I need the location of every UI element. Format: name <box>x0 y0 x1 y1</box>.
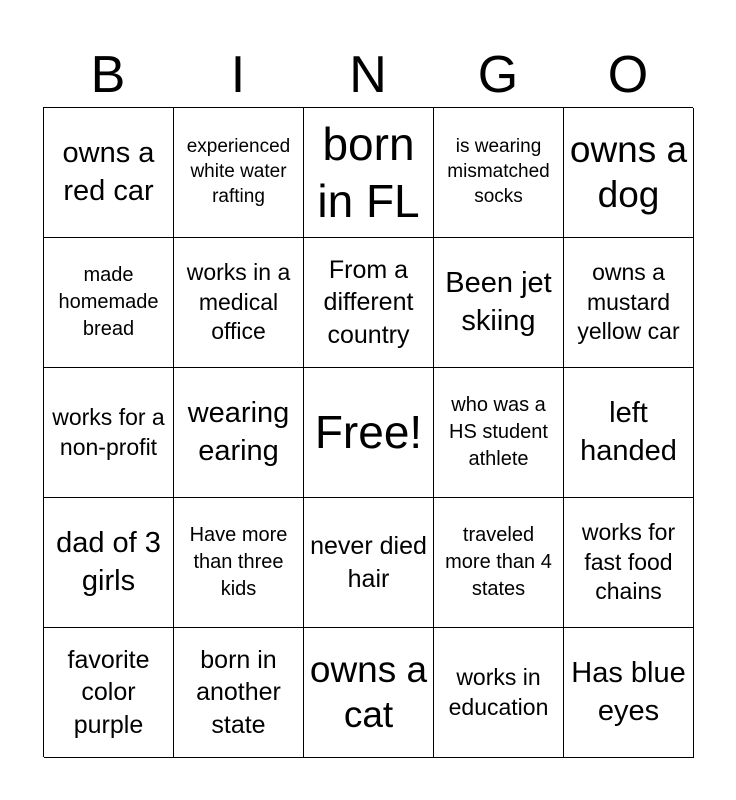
bingo-cell[interactable] <box>564 368 694 498</box>
bingo-cell[interactable] <box>44 238 174 368</box>
bingo-cell[interactable] <box>564 238 694 368</box>
cell-text: owns a dog <box>569 129 688 215</box>
bingo-cell[interactable] <box>304 108 434 238</box>
bingo-cell[interactable] <box>304 628 434 758</box>
cell-text: works in education <box>448 663 549 720</box>
cell-text: works for fast food chains <box>581 518 676 605</box>
cell-text: traveled more than 4 states <box>445 524 552 600</box>
bingo-cell[interactable] <box>174 368 304 498</box>
cell-text: dad of 3 girls <box>56 526 161 597</box>
cell-text: From a different country <box>323 255 414 349</box>
bingo-cell[interactable] <box>44 498 174 628</box>
cell-text: works in a medical office <box>186 258 291 345</box>
cell-text: owns a cat <box>309 649 428 735</box>
bingo-cell[interactable] <box>174 628 304 758</box>
cell-text: Have more than three kids <box>189 524 288 600</box>
cell-text: wearing earing <box>187 396 290 467</box>
cell-text: never died hair <box>310 532 427 593</box>
bingo-cell[interactable] <box>304 238 434 368</box>
bingo-cell[interactable] <box>434 108 564 238</box>
cell-text: Has blue eyes <box>571 656 686 727</box>
cell-text: favorite color purple <box>67 645 150 739</box>
header-letter-i: I <box>230 46 246 104</box>
bingo-cell[interactable] <box>434 238 564 368</box>
bingo-cell[interactable] <box>434 368 564 498</box>
bingo-cell[interactable] <box>564 498 694 628</box>
free-space-cell[interactable] <box>304 368 434 498</box>
bingo-cell[interactable] <box>174 238 304 368</box>
bingo-cell[interactable] <box>304 498 434 628</box>
bingo-cell[interactable] <box>434 628 564 758</box>
cell-text: left handed <box>580 396 677 467</box>
header-letter-g: G <box>477 46 519 104</box>
bingo-cell[interactable] <box>564 108 694 238</box>
cell-text: made homemade bread <box>58 264 159 340</box>
bingo-cell[interactable] <box>44 108 174 238</box>
cell-text: Been jet skiing <box>445 266 552 337</box>
bingo-header <box>43 42 693 108</box>
bingo-board <box>43 107 693 757</box>
bingo-cell[interactable] <box>434 498 564 628</box>
free-space-text: Free! <box>314 406 423 459</box>
header-letter-b: B <box>90 46 126 104</box>
bingo-cell[interactable] <box>44 628 174 758</box>
bingo-cell[interactable] <box>174 108 304 238</box>
cell-text: is wearing mismatched socks <box>447 136 550 207</box>
cell-text: who was a HS student athlete <box>449 394 548 470</box>
bingo-cell[interactable] <box>564 628 694 758</box>
header-letter-n: N <box>349 46 387 104</box>
cell-text: born in FL <box>317 118 420 227</box>
cell-text: works for a non-profit <box>52 403 165 460</box>
header-letter-o: O <box>607 46 649 104</box>
cell-text: born in another state <box>196 645 281 739</box>
cell-text: owns a red car <box>62 136 155 207</box>
cell-text: owns a mustard yellow car <box>577 258 680 345</box>
cell-text: experienced white water rafting <box>186 136 291 207</box>
bingo-cell[interactable] <box>44 368 174 498</box>
bingo-cell[interactable] <box>174 498 304 628</box>
